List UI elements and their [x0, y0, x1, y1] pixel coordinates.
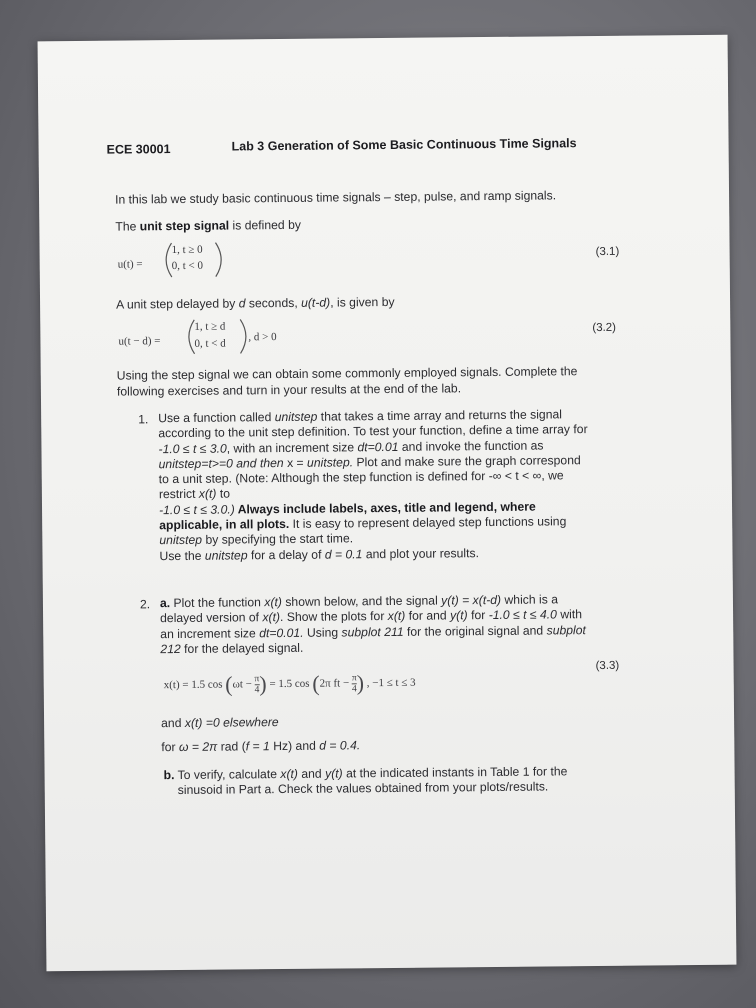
- equation-3-1: u(t) =: [117, 258, 143, 271]
- item-1-text: Use a function called unitstep that takes a time array and returns the signal according to the unit step definition. To test your function, define a time array for -1.0 ≤ t ≤ 3.0, with an increment size dt=0.01 and invoke the function as unitstep=t>=0 and then x = unitstep. Plot and make sure the graph correspond to a unit step. (Note: Although the step function is defined for -∞ < t < ∞, we restrict x(t) to -1.0 ≤ t ≤ 3.0.) Always include labels, axes, title and legend, where applicable, in all plots. It is easy to represent delayed step functions using unitstep by specifying the start time. Use the unitstep for a delay of d = 0.1 and plot your results.: [158, 407, 588, 563]
- equation-number-3-3: (3.3): [595, 659, 620, 673]
- eq32-row-1: 1, t ≥ d: [194, 320, 226, 333]
- eq32-row-2: 0, t < d: [194, 337, 226, 350]
- document-page: [38, 35, 737, 972]
- equation-3-2: u(t − d) =: [118, 335, 161, 348]
- using-line-1: Using the step signal we can obtain some commonly employed signals. Complete the: [116, 364, 578, 383]
- elsewhere-text: and x(t) =0 elsewhere: [161, 715, 279, 731]
- equation-number-3-2: (3.2): [592, 321, 617, 335]
- item-1-number: 1.: [138, 412, 149, 427]
- item-2b-text: b. To verify, calculate x(t) and y(t) at the indicated instants in Table 1 for the sinusoid in Part a. Check the values obtained from your plots/results.: [163, 764, 568, 798]
- intro-line-1: In this lab we study basic continuous time signals – step, pulse, and ramp signals.: [115, 188, 557, 207]
- item-2a-text: a. Plot the function x(t) shown below, and the signal y(t) = x(t-d) which is a delayed version of x(t). Show the plots for x(t) for and y(t) for -1.0 ≤ t ≤ 4.0 with an increment size dt=0.01. Using subplot 211 for the original signal and subplot 212 for the delayed signal.: [159, 592, 586, 657]
- omega-text: for ω = 2π rad (f = 1 Hz) and d = 0.4.: [161, 738, 361, 755]
- equation-3-3: x(t) = 1.5 cos (ωt − $\frac{\pi}{4}$ ) = 1.5 cos (2π ft − $\frac{\pi}{4}$ ) , −1 ≤ t ≤ 3: [163, 670, 416, 697]
- using-line-2: following exercises and turn in your results at the end of the lab.: [116, 381, 462, 399]
- intro-line-2: The unit step signal is defined by: [115, 217, 302, 234]
- lab-title: Lab 3 Generation of Some Basic Continuous Time Signals: [231, 136, 577, 154]
- right-paren-icon: [211, 241, 231, 277]
- item-2-number: 2.: [139, 597, 151, 612]
- equation-number-3-1: (3.1): [595, 245, 620, 258]
- course-code: ECE 30001: [106, 142, 171, 157]
- eq31-row-2: 0, t < 0: [171, 259, 204, 273]
- delayed-step-text: A unit step delayed by d seconds, u(t-d), is given by: [116, 294, 395, 312]
- eq32-condition: , d > 0: [248, 331, 277, 344]
- eq31-row-1: 1, t ≥ 0: [171, 243, 203, 257]
